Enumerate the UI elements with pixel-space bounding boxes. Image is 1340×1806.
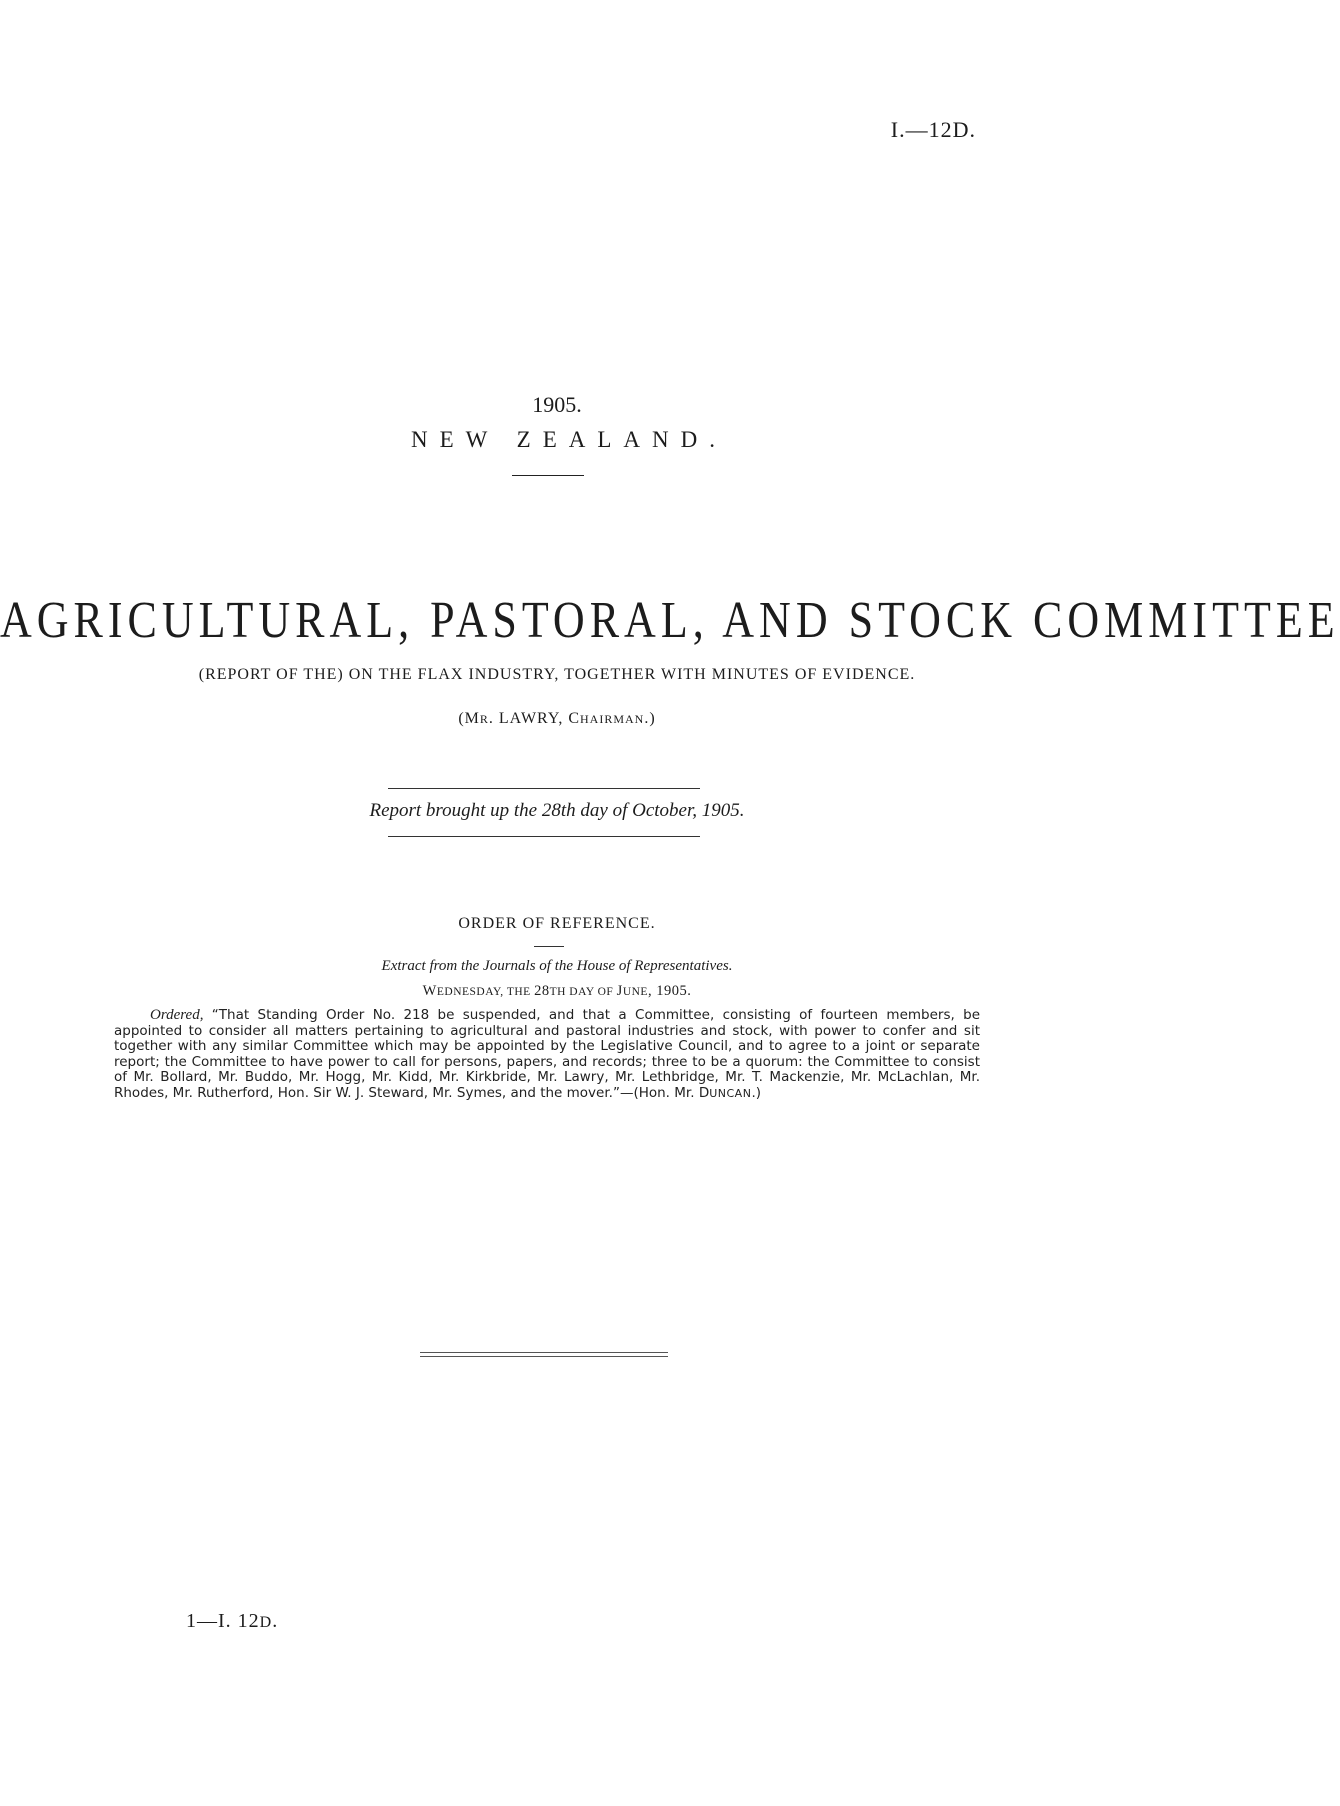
chairman-mr: R <box>479 712 489 726</box>
date-part: W <box>422 983 437 999</box>
order-body <box>114 1008 980 1102</box>
divider <box>534 946 564 947</box>
subtitle: (REPORT OF THE) ON THE FLAX INDUSTRY, TOGETHER WITH MINUTES OF EVIDENCE. <box>198 666 916 683</box>
divider <box>512 475 584 476</box>
date-part: , 1905. <box>647 983 692 999</box>
country-heading: NEW ZEALAND. <box>410 427 728 452</box>
ordered-lead: Ordered, <box>150 1007 204 1023</box>
mover-name-rest: UNCAN <box>709 1086 752 1100</box>
divider <box>388 836 700 837</box>
date-part: J <box>616 983 623 999</box>
chairman-open: (M <box>458 710 480 727</box>
date-line <box>0 983 1114 1000</box>
date-part: EDNESDAY, THE <box>436 986 535 998</box>
footer-reference <box>186 1610 278 1633</box>
chairman-role: HAIRMAN <box>580 712 645 726</box>
date-part: UNE <box>622 986 648 998</box>
chairman-name: . LAWRY, C <box>488 710 580 727</box>
page-reference: I.—12D. <box>890 117 976 142</box>
footer-ref-end: . <box>272 1610 279 1632</box>
end-rule <box>420 1356 668 1357</box>
end-rule <box>420 1352 668 1353</box>
order-text: “That Standing Order No. 218 be suspended, and that a Committee, consisting of fourteen members, be appointed to consider all matters pertaining to agricultural and pastoral industries and stock, with power to confer and sit together with any similar Committee which may be appointed by the Legislative Council, and to agree to a joint or separate report; the Committee to have power to call for persons, papers, and records; three to be a quorum: the Committee to consist of Mr. Bollard, Mr. Buddo, Mr. Hogg, Mr. Kidd, Mr. Kirkbride, Mr. Lawry, Mr. Lethbridge, Mr. T. Mackenzie, Mr. McLachlan, Mr. Rhodes, Mr. Rutherford, Hon. Sir W. J. Steward, Mr. Symes, and the mover.”—(Hon. Mr. <box>114 1007 980 1101</box>
chairman-close: .) <box>644 710 656 727</box>
order-paragraph <box>114 1008 980 1102</box>
date-part: 28 <box>534 983 550 999</box>
footer-ref-main: 1—I. 12 <box>186 1610 260 1632</box>
footer-ref-d: D <box>259 1614 273 1631</box>
report-date-line: Report brought up the 28th day of October, 1905. <box>369 800 745 821</box>
order-closing: .) <box>751 1084 761 1101</box>
date-part: TH DAY OF <box>549 986 617 998</box>
divider <box>388 788 700 789</box>
chairman-line <box>0 710 1114 728</box>
order-heading: ORDER OF REFERENCE. <box>458 915 656 932</box>
main-title: AGRICULTURAL, PASTORAL, AND STOCK COMMITTEE <box>0 591 1340 649</box>
mover-name: D <box>698 1084 710 1101</box>
year: 1905. <box>532 392 582 417</box>
extract-line: Extract from the Journals of the House of Representatives. <box>381 958 733 974</box>
